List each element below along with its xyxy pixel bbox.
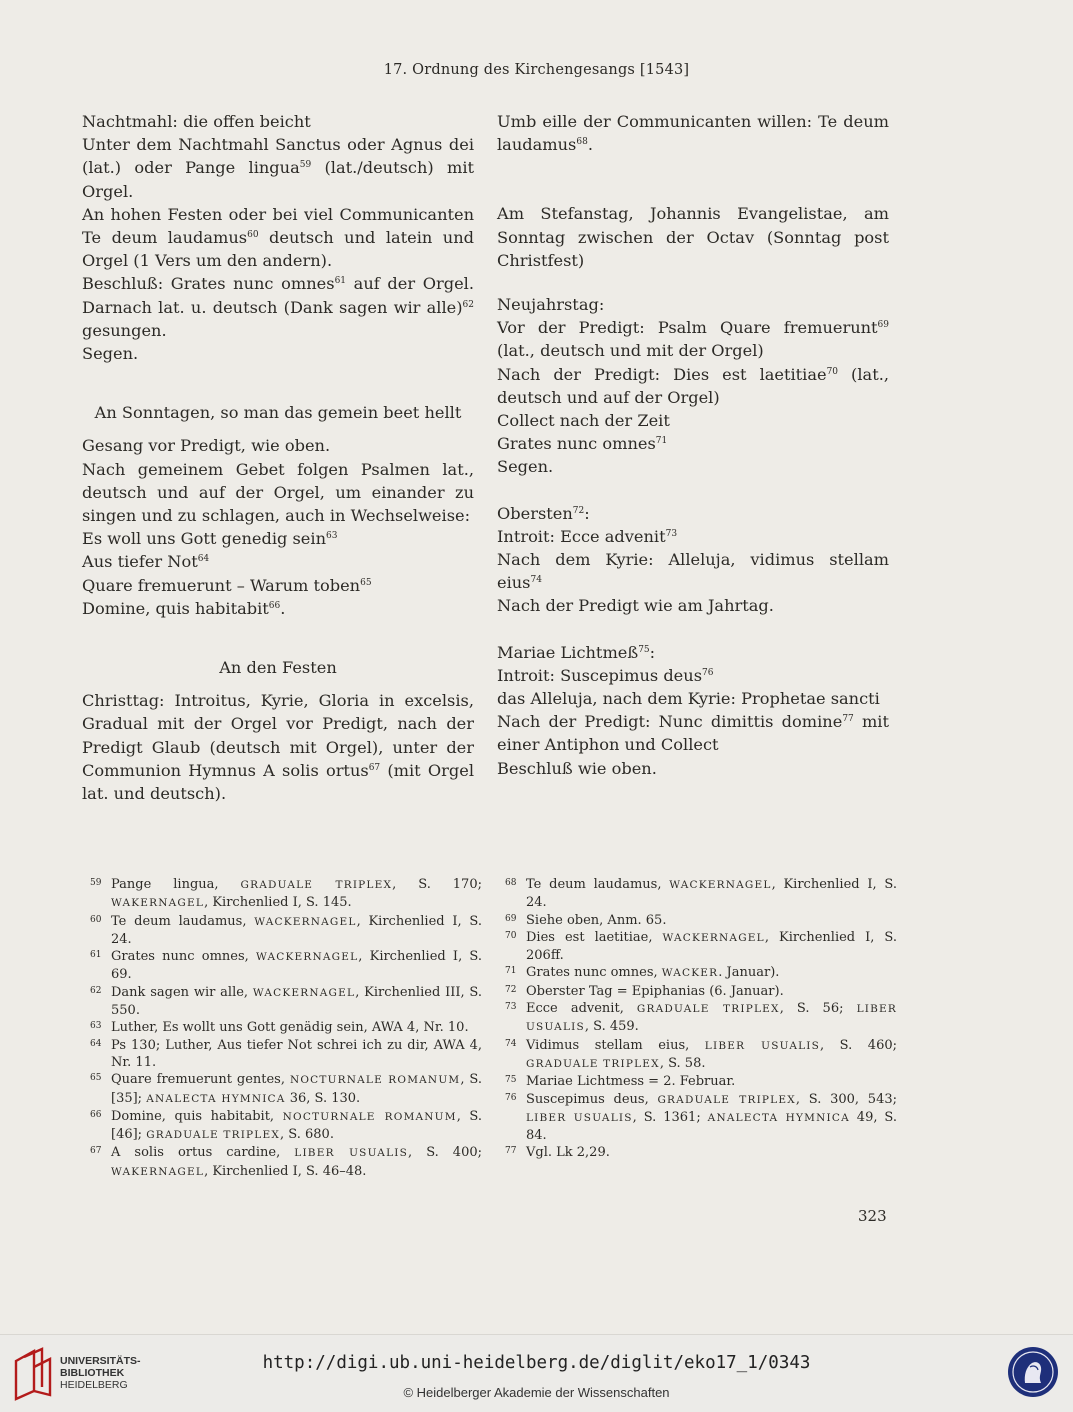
footnote-ref: 68 bbox=[576, 137, 588, 148]
source-author: WACKERNAGEL bbox=[255, 951, 359, 964]
footnote-ref: 62 bbox=[462, 299, 474, 310]
text: Pange lingua, bbox=[111, 877, 241, 892]
footnote-number: 71 bbox=[505, 966, 517, 977]
footnote bbox=[90, 984, 482, 1020]
text: auf der Orgel. Darnach lat. u. deutsch (Dank sagen wir alle) bbox=[82, 274, 474, 317]
library-name-line: UNIVERSITÄTS- bbox=[60, 1355, 141, 1367]
footnotes-right bbox=[505, 876, 897, 1162]
running-head: 17. Ordnung des Kirchengesangs [1543] bbox=[383, 62, 690, 78]
footnote-ref: 74 bbox=[530, 575, 542, 586]
footnote bbox=[505, 1073, 897, 1090]
paragraph bbox=[497, 202, 889, 272]
text: Introit: Ecce advenit bbox=[497, 526, 666, 546]
paragraph bbox=[82, 272, 474, 342]
text: , S. 300, 543; bbox=[795, 1091, 897, 1107]
footnote bbox=[505, 1144, 897, 1161]
source-author: WACKERNAGEL bbox=[252, 986, 356, 999]
source-title: GRADUALE TRIPLEX bbox=[636, 1003, 780, 1016]
text: Es woll uns Gott genedig sein bbox=[82, 529, 326, 549]
left-column bbox=[82, 110, 474, 805]
footnote-ref: 72 bbox=[572, 505, 585, 516]
text: Mariae Lichtmeß bbox=[497, 642, 639, 662]
text: 49, S. 84. bbox=[526, 1109, 898, 1144]
library-name-line: HEIDELBERG bbox=[60, 1379, 128, 1391]
footnote-number: 75 bbox=[505, 1075, 517, 1086]
text: mit einer Antiphon und Collect bbox=[497, 712, 889, 755]
text: Grates nunc omnes, bbox=[526, 965, 662, 981]
text: das Alleluja, nach dem Kyrie: Prophetae sancti bbox=[497, 689, 880, 709]
footnote-ref: 59 bbox=[299, 160, 312, 171]
text: Dank sagen wir alle, bbox=[111, 984, 253, 1000]
footnote-ref: 70 bbox=[826, 366, 839, 377]
text: Te deum laudamus, bbox=[526, 877, 670, 892]
source-author: WAKERNAGEL bbox=[111, 1165, 205, 1178]
footnotes-left bbox=[90, 876, 482, 1181]
text: , S. 459. bbox=[584, 1019, 639, 1035]
text: Te deum laudamus, bbox=[111, 913, 255, 929]
text: Nach der Predigt: Nunc dimittis domine bbox=[497, 712, 843, 732]
source-title: LIBER USUALIS bbox=[526, 1003, 897, 1034]
text: , S. 58. bbox=[659, 1055, 706, 1071]
text: Nach der Predigt wie am Jahrtag. bbox=[497, 596, 774, 616]
footnote-number: 68 bbox=[505, 878, 517, 888]
footnote-ref: 67 bbox=[368, 762, 381, 773]
footnote-number: 69 bbox=[505, 913, 517, 924]
paragraph bbox=[82, 550, 474, 573]
paragraph bbox=[82, 597, 474, 620]
footnote-ref: 77 bbox=[842, 714, 854, 725]
source-title: GRADUALE TRIPLEX bbox=[657, 1093, 796, 1106]
text: Introit: Suscepimus deus bbox=[497, 665, 702, 685]
footnote bbox=[505, 1037, 897, 1074]
footnote bbox=[90, 948, 482, 984]
paragraph bbox=[497, 664, 889, 687]
text: 36, S. 130. bbox=[285, 1090, 361, 1106]
paragraph bbox=[497, 432, 889, 455]
footnote-ref: 76 bbox=[702, 667, 714, 678]
footnote-number: 62 bbox=[90, 985, 102, 996]
text: Vidimus stellam eius, bbox=[526, 1037, 705, 1053]
section-heading: An den Festen bbox=[219, 658, 337, 678]
text: Beschluß wie oben. bbox=[497, 758, 657, 778]
text: . Januar). bbox=[718, 965, 780, 981]
footnote-ref: 73 bbox=[665, 528, 678, 539]
text: A solis ortus cardine, bbox=[111, 1145, 295, 1161]
footnote bbox=[90, 876, 482, 913]
text: Beschluß: Grates nunc omnes bbox=[82, 274, 335, 294]
viewer-footer bbox=[0, 1334, 1073, 1412]
footnote-number: 67 bbox=[90, 1146, 102, 1157]
text: Am Stefanstag, Johannis Evangelistae, am Sonntag zwischen der Octav (Sonntag post Christfest) bbox=[497, 204, 889, 270]
source-title: GRADUALE TRIPLEX bbox=[526, 1057, 660, 1070]
paragraph bbox=[82, 527, 474, 550]
text: Siehe oben, Anm. 65. bbox=[526, 912, 667, 928]
text: Nach der Predigt: Dies est laetitiae bbox=[497, 364, 827, 384]
paragraph bbox=[497, 757, 889, 780]
paragraph bbox=[497, 594, 889, 617]
paragraph bbox=[497, 641, 889, 664]
text: , S. 56; bbox=[779, 1001, 857, 1017]
section-heading: An Sonntagen, so man das gemein beet hellt bbox=[94, 403, 462, 423]
text: , Kirchenlied I, S. 145. bbox=[204, 895, 352, 911]
footnote-number: 77 bbox=[505, 1146, 517, 1157]
paragraph bbox=[497, 687, 889, 710]
text: , Kirchenlied I, S. 46–48. bbox=[204, 1163, 367, 1179]
source-author: WACKER bbox=[661, 967, 719, 980]
footnote-number: 60 bbox=[90, 914, 102, 925]
text: Domine, quis habitabit bbox=[82, 598, 269, 618]
paragraph bbox=[497, 548, 889, 594]
paragraph bbox=[82, 110, 474, 133]
text: (lat./deutsch) mit Orgel. bbox=[82, 158, 475, 201]
text: , S. 170; bbox=[392, 877, 482, 892]
text: , S. 460; bbox=[820, 1037, 897, 1053]
footnote-number: 59 bbox=[90, 878, 102, 888]
text: Gesang vor Predigt, wie oben. bbox=[82, 436, 331, 456]
footnote-ref: 65 bbox=[360, 577, 372, 588]
footnote bbox=[90, 1037, 482, 1072]
source-title: GRADUALE TRIPLEX bbox=[240, 879, 393, 891]
text: Dies est laetitiae, bbox=[526, 929, 663, 945]
paragraph bbox=[497, 293, 889, 316]
library-name-line: BIBLIOTHEK bbox=[60, 1367, 125, 1379]
paragraph bbox=[82, 203, 474, 273]
footnote bbox=[90, 1071, 482, 1108]
text: , S. 1361; bbox=[632, 1109, 708, 1125]
footnote-number: 65 bbox=[90, 1073, 102, 1084]
text: Grates nunc omnes bbox=[497, 434, 656, 454]
text: Suscepimus deus, bbox=[526, 1091, 658, 1107]
text: , S. 400; bbox=[408, 1145, 483, 1161]
copyright-notice: © Heidelberger Akademie der Wissenschaften bbox=[403, 1385, 670, 1400]
source-title: NOCTURNALE ROMANUM bbox=[289, 1074, 461, 1087]
paragraph bbox=[497, 502, 889, 525]
paragraph bbox=[82, 574, 474, 597]
text: , Kirchenlied I, S. 206ff. bbox=[526, 929, 897, 964]
source-author: WAKERNAGEL bbox=[111, 897, 205, 910]
text: (mit Orgel lat. und deutsch). bbox=[82, 760, 474, 804]
source-title: LIBER USUALIS bbox=[704, 1039, 821, 1052]
footnote-ref: 61 bbox=[334, 276, 347, 287]
text: Nachtmahl: die offen beicht bbox=[82, 112, 311, 131]
text: : bbox=[584, 503, 590, 523]
text: Segen. bbox=[497, 457, 554, 477]
text: Obersten bbox=[497, 503, 573, 523]
text: , S. [46]; bbox=[111, 1108, 482, 1143]
footnote-ref: 75 bbox=[638, 644, 650, 655]
footnote-number: 70 bbox=[505, 930, 517, 941]
text: , Kirchenlied III, S. 550. bbox=[111, 984, 483, 1019]
footnote bbox=[505, 876, 897, 912]
text: Vgl. Lk 2,29. bbox=[526, 1145, 610, 1161]
paragraph bbox=[497, 316, 889, 362]
text: Domine, quis habitabit, bbox=[111, 1108, 283, 1124]
paragraph bbox=[497, 710, 889, 756]
footnote-number: 66 bbox=[90, 1109, 102, 1120]
footnote-ref: 69 bbox=[877, 320, 889, 331]
text: Luther, Es wollt uns Gott genädig sein, AWA 4, Nr. 10. bbox=[111, 1020, 469, 1036]
text: Collect nach der Zeit bbox=[497, 411, 670, 431]
footnote bbox=[90, 913, 482, 949]
text: . bbox=[280, 598, 286, 618]
text: Mariae Lichtmess = 2. Februar. bbox=[526, 1074, 736, 1090]
text: : bbox=[649, 642, 656, 662]
text: , S. 680. bbox=[280, 1127, 334, 1143]
text: Grates nunc omnes, bbox=[111, 949, 256, 965]
paragraph bbox=[497, 409, 889, 432]
paragraph bbox=[497, 525, 889, 548]
source-title: ANALECTA HYMNICA bbox=[707, 1111, 850, 1124]
text: (lat., deutsch und auf der Orgel) bbox=[497, 364, 889, 407]
footnote-number: 73 bbox=[505, 1002, 517, 1013]
footnote-number: 72 bbox=[505, 984, 517, 995]
footnote-number: 76 bbox=[505, 1092, 517, 1103]
footnote-ref: 66 bbox=[268, 600, 281, 611]
paragraph bbox=[82, 689, 474, 805]
text: Nach dem Kyrie: Alleluja, vidimus stellam eius bbox=[497, 550, 889, 593]
footnote bbox=[505, 912, 897, 929]
page-number: 323 bbox=[858, 1207, 887, 1225]
footnote-number: 74 bbox=[505, 1038, 517, 1049]
text: , Kirchenlied I, S. 69. bbox=[111, 949, 482, 983]
text: gesungen. bbox=[82, 320, 167, 340]
text: Vor der Predigt: Psalm Quare fremuerunt bbox=[497, 318, 878, 338]
text: Ecce advenit, bbox=[526, 1001, 637, 1017]
footnote bbox=[505, 1091, 897, 1145]
text: Unter dem Nachtmahl Sanctus oder Agnus dei (lat.) oder Pange lingua bbox=[82, 135, 474, 178]
text: Segen. bbox=[82, 344, 139, 364]
footnote bbox=[505, 964, 897, 982]
text: Nach gemeinem Gebet folgen Psalmen lat., deutsch und auf der Orgel, um einander zu singen und zu schlagen, auch in Wechselweise: bbox=[82, 459, 474, 526]
source-title: GRADUALE TRIPLEX bbox=[146, 1129, 281, 1142]
footnote-ref: 71 bbox=[655, 436, 668, 447]
academy-seal-icon[interactable] bbox=[1006, 1345, 1060, 1399]
footnote bbox=[505, 983, 897, 1000]
text: , Kirchenlied I, S. 24. bbox=[526, 877, 897, 911]
source-author: WACKERNAGEL bbox=[662, 931, 765, 944]
source-title: LIBER USUALIS bbox=[294, 1147, 409, 1160]
footnote-number: 63 bbox=[90, 1021, 102, 1032]
text: Quare fremuerunt – Warum toben bbox=[82, 575, 361, 595]
footnote bbox=[90, 1144, 482, 1181]
text: Neujahrstag: bbox=[497, 295, 605, 315]
footnote-number: 61 bbox=[90, 950, 102, 961]
footnote bbox=[505, 929, 897, 965]
source-author: WACKERNAGEL bbox=[669, 879, 772, 891]
footnote bbox=[90, 1019, 482, 1036]
text: , S. [35]; bbox=[111, 1072, 482, 1106]
paragraph bbox=[82, 342, 474, 365]
source-title: LIBER USUALIS bbox=[526, 1111, 633, 1124]
text: Ps 130; Luther, Aus tiefer Not schrei ich zu dir, AWA 4, Nr. 11. bbox=[111, 1037, 482, 1070]
source-author: WACKERNAGEL bbox=[254, 915, 357, 928]
source-title: ANALECTA HYMNICA bbox=[146, 1092, 286, 1105]
text: deutsch und latein und Orgel (1 Vers um den andern). bbox=[82, 228, 474, 271]
text: , Kirchenlied I, S. 24. bbox=[111, 913, 482, 947]
text: Aus tiefer Not bbox=[82, 552, 198, 572]
footnote-ref: 64 bbox=[197, 554, 210, 565]
footnote bbox=[505, 1000, 897, 1037]
paragraph bbox=[82, 458, 474, 528]
text: Christtag: Introitus, Kyrie, Gloria in excelsis, Gradual mit der Orgel vor Predigt, nach der Predigt Glaub (deutsch mit Orgel), unter der Communion Hymnus A solis ortus bbox=[82, 691, 474, 780]
paragraph bbox=[497, 110, 889, 156]
permalink-url[interactable]: http://digi.ub.uni-heidelberg.de/diglit/eko17_1/0343 bbox=[262, 1353, 811, 1373]
text: An hohen Festen oder bei viel Communicanten Te deum laudamus bbox=[82, 204, 474, 248]
footnote bbox=[90, 1108, 482, 1145]
text: Umb eille der Communicanten willen: Te deum laudamus bbox=[497, 112, 889, 155]
footnote-ref: 60 bbox=[247, 230, 259, 241]
text: (lat., deutsch und mit der Orgel) bbox=[497, 341, 764, 361]
paragraph bbox=[497, 455, 889, 478]
right-column bbox=[497, 110, 889, 780]
text: Quare fremuerunt gentes, bbox=[111, 1072, 290, 1088]
paragraph bbox=[497, 363, 889, 409]
source-title: NOCTURNALE ROMANUM bbox=[282, 1110, 457, 1123]
paragraph bbox=[82, 434, 474, 457]
footnote-number: 64 bbox=[90, 1038, 102, 1049]
paragraph bbox=[82, 133, 474, 203]
text: Oberster Tag = Epiphanias (6. Januar). bbox=[526, 983, 784, 999]
footnote-ref: 63 bbox=[326, 531, 338, 542]
text: . bbox=[587, 135, 593, 155]
